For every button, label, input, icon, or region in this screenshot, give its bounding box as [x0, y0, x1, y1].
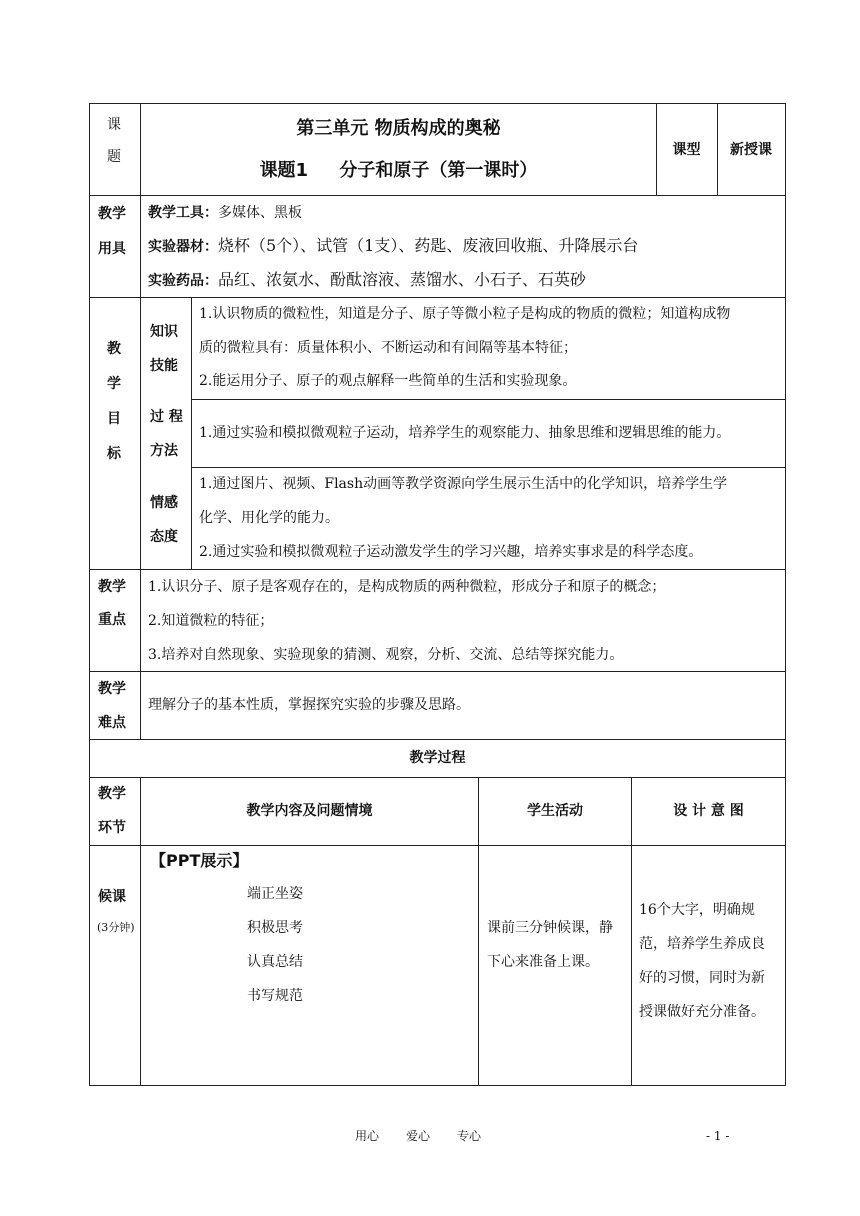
- tools-value: 多媒体、黑板: [218, 205, 302, 221]
- lesson-title: 课题1 分子和原子（第一课时）: [259, 160, 538, 181]
- process-label: 方法: [150, 443, 178, 459]
- content-column-header: 教学内容及问题情境: [246, 803, 373, 819]
- goals-label: 教: [107, 341, 121, 357]
- goals-label: 标: [107, 446, 121, 462]
- reagents-key: 实验药品：: [148, 273, 218, 289]
- difficulty-label: 教学: [98, 681, 126, 697]
- page-number: - 1 -: [706, 1129, 730, 1143]
- knowledge-text: 2.能运用分子、原子的观点解释一些简单的生活和实验现象。: [199, 373, 577, 389]
- student-activity: 课前三分钟候课，静: [487, 920, 613, 936]
- goals-label: 学: [107, 376, 121, 392]
- emotion-text: 2.通过实验和模拟微观粒子运动激发学生的学习兴趣，培养实事求是的科学态度。: [199, 544, 703, 560]
- reagents-value: 品红、浓氨水、酚酞溶液、蒸馏水、小石子、石英砂: [218, 270, 587, 289]
- ppt-item: 积极思考: [247, 920, 303, 936]
- focus-text: 3.培养对自然现象、实验现象的猜测、观察，分析、交流、总结等探究能力。: [148, 647, 624, 663]
- emotion-text: 1.通过图片、视频、Flash动画等教学资源向学生展示生活中的化学知识，培养学生学: [199, 476, 728, 492]
- equipment-value: 烧杯（5个）、试管（1支）、药匙、废液回收瓶、升降展示台: [218, 236, 639, 255]
- ppt-item: 端正坐姿: [247, 886, 303, 902]
- equipment-key: 实验器材：: [148, 239, 218, 255]
- difficulty-text: 理解分子的基本性质，掌握探究实验的步骤及思路。: [148, 697, 470, 713]
- stage-column-header: 环节: [98, 820, 126, 836]
- tools-label: 用具: [98, 241, 126, 257]
- stage-column-header: 教学: [98, 786, 126, 802]
- emotion-text: 化学、用化学的能力。: [199, 510, 339, 526]
- knowledge-text: 质的微粒具有：质量体积小、不断运动和有间隔等基本特征；: [199, 340, 577, 356]
- ppt-item: 认真总结: [247, 954, 303, 970]
- design-intent: 16个大字，明确规: [639, 902, 755, 918]
- intent-column-header: 设 计 意 图: [673, 803, 744, 819]
- student-column-header: 学生活动: [527, 803, 583, 819]
- knowledge-label: 知识: [150, 324, 178, 340]
- footer-motto: 爱心: [406, 1129, 431, 1143]
- unit-title: 第三单元 物质构成的奥秘: [296, 118, 501, 139]
- reagents-line: [148, 272, 586, 288]
- focus-text: 1.认识分子、原子是客观存在的，是构成物质的两种微粒，形成分子和原子的概念；: [148, 579, 666, 595]
- equipment-line: [148, 238, 638, 254]
- knowledge-text: 1.认识物质的微粒性，知道是分子、原子等微小粒子是构成的物质的微粒；知道构成物: [199, 306, 731, 322]
- design-intent: 范，培养学生养成良: [639, 936, 765, 952]
- tools-label: 教学: [98, 206, 126, 222]
- focus-label: 重点: [98, 612, 126, 628]
- design-intent: 好的习惯，同时为新: [639, 970, 765, 986]
- emotion-label: 情感: [150, 495, 178, 511]
- footer-motto: 专心: [457, 1129, 482, 1143]
- stage-name: 候课: [98, 889, 126, 905]
- student-activity: 下心来准备上课。: [487, 954, 599, 970]
- tools-key: 教学工具：: [148, 205, 218, 221]
- process-text: 1.通过实验和模拟微观粒子运动，培养学生的观察能力、抽象思维和逻辑思维的能力。: [199, 425, 731, 441]
- focus-label: 教学: [98, 579, 126, 595]
- goals-label: 目: [107, 411, 121, 427]
- process-title: 教学过程: [409, 750, 466, 766]
- process-label: 过 程: [150, 409, 183, 425]
- knowledge-label: 技能: [150, 358, 178, 374]
- ppt-item: 书写规范: [247, 988, 303, 1004]
- course-label: 课: [107, 117, 121, 133]
- design-intent: 授课做好充分准备。: [639, 1004, 765, 1020]
- lesson-type-label: 课型: [672, 142, 701, 158]
- difficulty-label: 难点: [98, 715, 126, 731]
- course-label: 题: [107, 149, 121, 165]
- focus-text: 2.知道微粒的特征；: [148, 613, 274, 629]
- emotion-label: 态度: [150, 529, 178, 545]
- ppt-tag: 【PPT展示】: [150, 851, 249, 870]
- lesson-type-value: 新授课: [730, 142, 772, 158]
- tools-line: [148, 206, 302, 220]
- footer-motto: 用心: [355, 1129, 380, 1143]
- stage-duration: (3分钟): [97, 921, 135, 934]
